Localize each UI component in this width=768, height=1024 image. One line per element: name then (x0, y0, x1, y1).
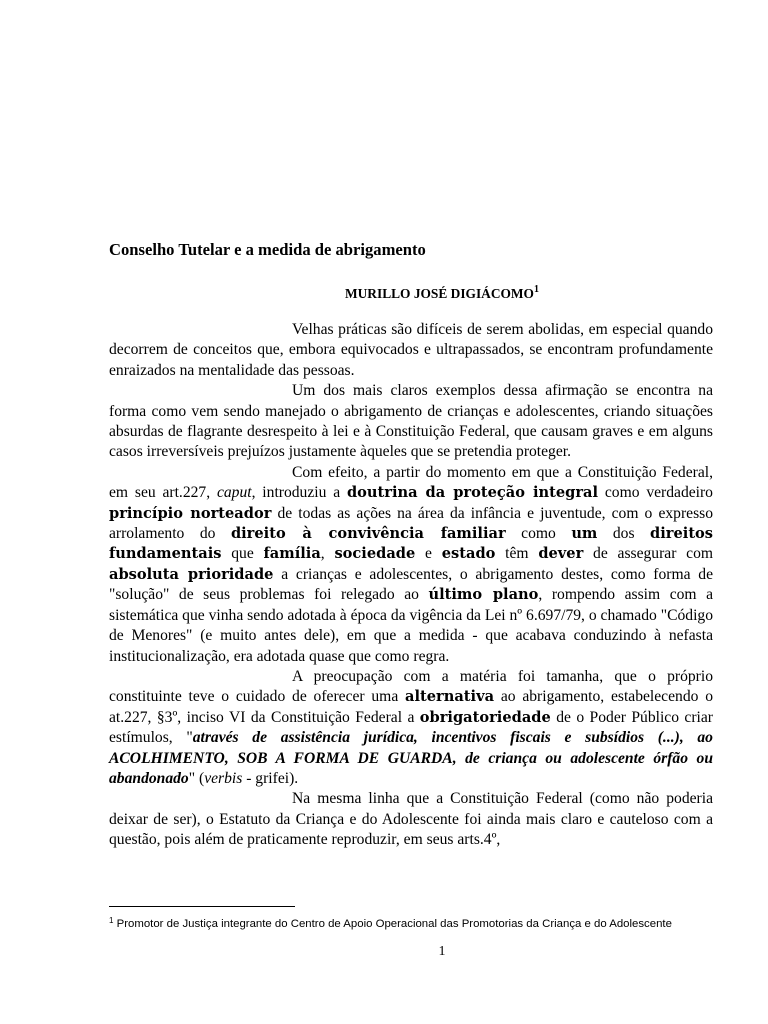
paragraph-1: Velhas práticas são difíceis de serem abolidas, em especial quando decorrem de conceitos que, embora equivocados e ultrapassados, se encontram profundamente enraizados na mentalidade das pessoas. (109, 321, 713, 379)
document-page (109, 0, 713, 1024)
footnote-text: Promotor de Justiça integrante do Centro de Apoio Operacional das Promotorias da Criança e do Adolescente (113, 918, 672, 930)
footnote-separator (109, 906, 295, 907)
document-body (109, 320, 713, 851)
footnote-mark: 1 (109, 916, 114, 925)
paragraph-2: Um dos mais claros exemplos dessa afirmação se encontra na forma como vem sendo manejado o abrigamento de crianças e adolescentes, criando situações absurdas de flagrante desrespeito à lei e à Constituição Federal, que causam graves e em alguns casos irreversíveis prejuízos justamente àqueles que se pretendia proteger. (109, 382, 713, 461)
author-line (109, 284, 713, 302)
footnote-reference[interactable]: 1 (533, 284, 539, 295)
paragraph-4: A preocupação com a matéria foi tamanha, que o próprio constituinte teve o cuidado de oferecer uma alternativa ao abrigamento, estabelecendo o at.227, §3º, inciso VI da Constituição Federal a obrigatoriedade de o Poder Público criar estímulos, "através de assistência jurídica, incentivos fiscais e subsídios (...), ao ACOLHIMENTO, SOB A FORMA DE GUARDA, de criança ou adolescente órfão ou abandonado" (verbis - grifei). (109, 667, 713, 787)
footnote (109, 914, 713, 931)
author-name: MURILLO JOSÉ DIGIÁCOMO (345, 286, 534, 301)
paragraph-5: Na mesma linha que a Constituição Federal (como não poderia deixar de ser), o Estatuto da Criança e do Adolescente foi ainda mais claro e cauteloso com a questão, pois além de praticamente reproduzir, em seus arts.4º, (109, 790, 713, 849)
page-number: 1 (438, 944, 446, 959)
document-title: Conselho Tutelar e a medida de abrigamento (109, 240, 426, 259)
paragraph-3: Com efeito, a partir do momento em que a Constituição Federal, em seu art.227, caput, introduziu a doutrina da proteção integral como verdadeiro princípio norteador de todas as ações na área da infância e juventude, com o expresso arrolamento do direito à convivência familiar como um dos direitos fundamentais que família, sociedade e estado têm dever de assegurar com absoluta prioridade a crianças e adolescentes, o abrigamento destes, como forma de "solução" de seus problemas foi relegado ao último plano, rompendo assim com a sistemática que vinha sendo adotada à época da vigência da Lei nº 6.697/79, o chamado "Código de Menores" (e muito antes dele), em que a medida - que acabava conduzindo à nefasta institucionalização, era adotada quase que como regra. (109, 463, 714, 665)
